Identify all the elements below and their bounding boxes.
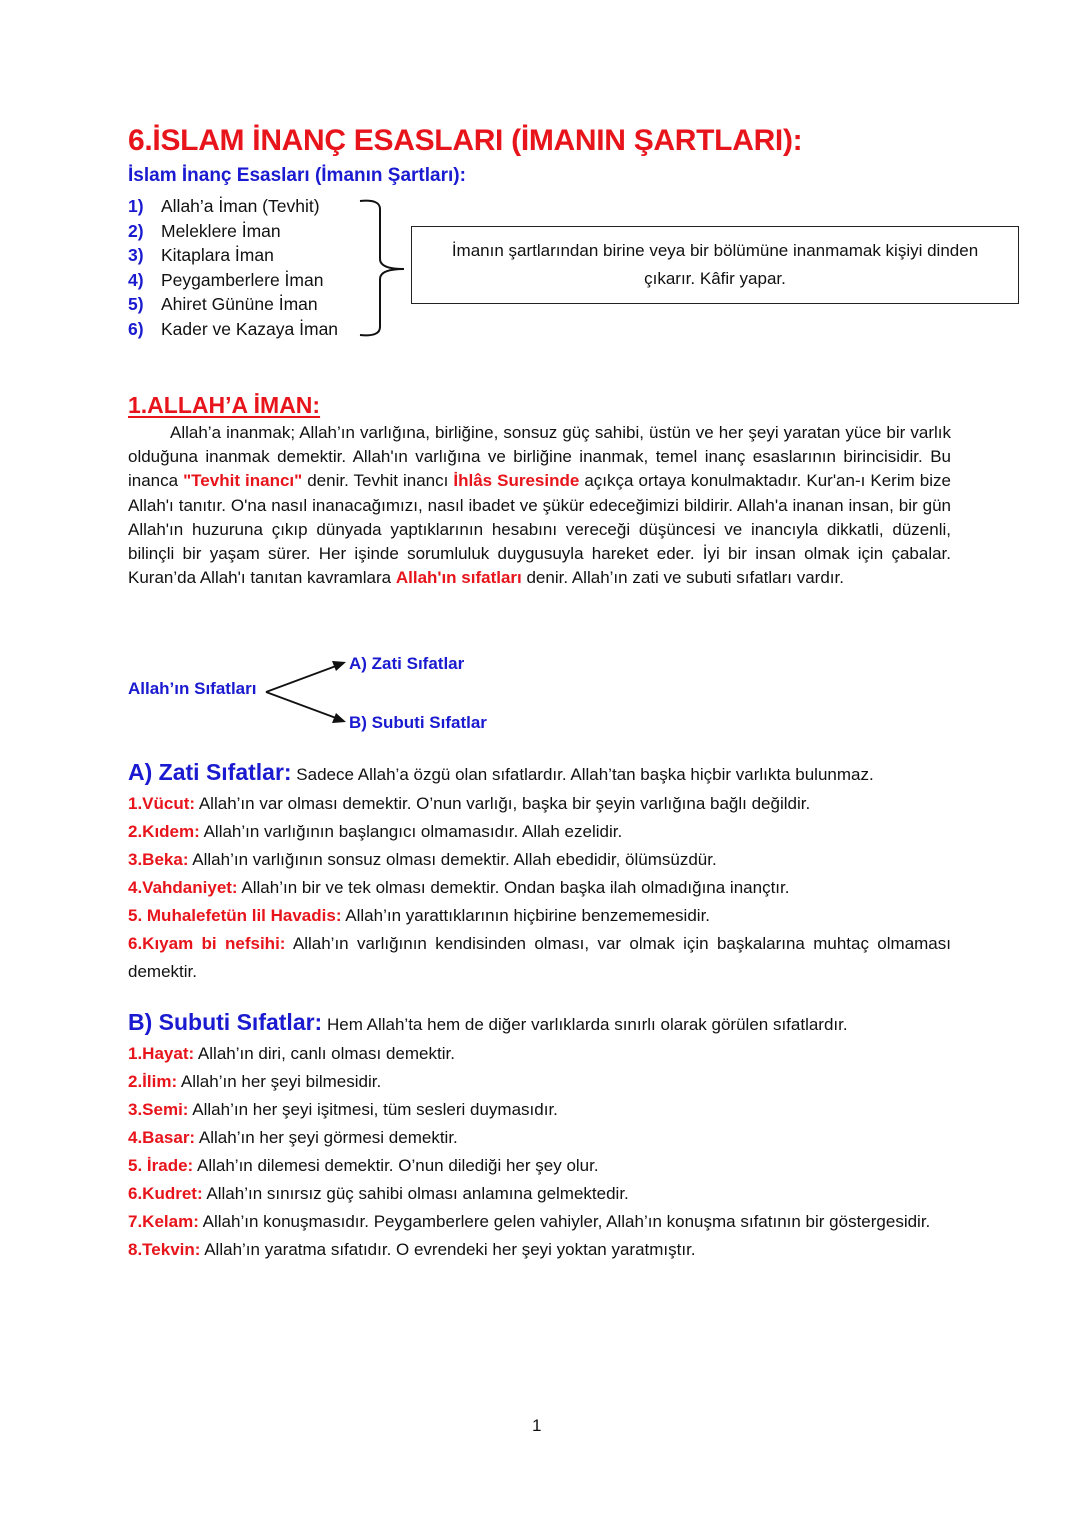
list-item (128, 874, 951, 902)
section-body-paragraph (128, 421, 951, 590)
item-text: Allah’ın yaratma sıfatıdır. O evrendeki her şeyi yoktan yaratmıştır. (200, 1240, 696, 1259)
warning-note-box (411, 226, 1019, 304)
item-text: Allah’ın her şeyi bilmesidir. (177, 1072, 382, 1091)
item-label: 5. Muhalefetün lil Havadis: (128, 906, 342, 925)
item-label: 4.Vahdaniyet: (128, 878, 238, 897)
list-text: Meleklere İman (161, 220, 281, 241)
list-item (128, 846, 951, 874)
subuti-heading: B) Subuti Sıfatlar: (128, 1009, 323, 1035)
zati-description: Sadece Allah’a özgü olan sıfatlardır. Allah’tan başka hiçbir varlıkta bulunmaz. (291, 765, 874, 784)
list-number: 1) (128, 196, 144, 216)
list-item (128, 1096, 951, 1124)
page-title: 6.İSLAM İNANÇ ESASLARI (İMANIN ŞARTLARI): (128, 124, 803, 157)
list-item (128, 818, 951, 846)
sifatlar-diagram (128, 650, 548, 740)
item-label: 6.Kıyam bi nefsihi: (128, 934, 286, 953)
list-number: 6) (128, 318, 144, 339)
item-text: Allah’ın varlığının sonsuz olması demektir. Allah ebedidir, ölümsüzdür. (188, 850, 717, 869)
item-label: 3.Beka: (128, 850, 189, 869)
list-text: Kader ve Kazaya İman (161, 318, 339, 339)
list-item (128, 194, 338, 219)
paragraph-text: açıkça ortaya konulmaktadır. Kur'an-ı Kerim bize Allah'ı tanıtır. O'na nasıl inanacağımızı, nasıl ibadet ve şükür edeceğimizi bildirir. Allah'a inanan insan, bir gün Allah'ın huzuruna çıkıp dünyada yaptıklarının hesabını vereceği düşüncesi ve inancıyla dikkatli, düzenli, bilinçli bir yaşam sürer. Her işinde sorumluluk duygusuyla hareket eder. İyi bir insan olmak için çabalar. Kuran’da Allah'ı tanıtan kavramlara (128, 471, 951, 588)
list-item (128, 790, 951, 818)
item-text: Allah’ın diri, canlı olması demektir. (194, 1044, 455, 1063)
zati-heading: A) Zati Sıfatlar: (128, 759, 292, 785)
list-text: Kitaplara İman (161, 245, 274, 265)
item-label: 1.Vücut: (128, 794, 196, 813)
subuti-heading-row (128, 1009, 951, 1036)
highlight-ihlas: İhlâs Suresinde (453, 471, 580, 491)
item-label: 4.Basar: (128, 1128, 196, 1147)
item-label: 2.Kıdem: (128, 822, 200, 841)
zati-heading-row (128, 759, 951, 786)
item-text: Allah’ın var olması demektir. O’nun varlığı, başka bir şeyin varlığına bağlı değildir. (195, 794, 811, 813)
item-label: 2.İlim: (128, 1072, 178, 1091)
list-number: 5) (128, 294, 144, 314)
note-line-2: çıkarır. Kâfir yapar. (644, 269, 786, 288)
page-number: 1 (532, 1416, 542, 1435)
paragraph-text: Allah’a inanmak; Allah’ın varlığına, birliğine, sonsuz güç sahibi, üstün ve her şeyi yaratan yüce bir varlık olduğuna inanmak demektir. Allah'ın varlığına ve birliğine inanmak, temel inanç esaslarının birincisidir. Bu inanca (128, 423, 951, 491)
subuti-description: Hem Allah’ta hem de diğer varlıklarda sınırlı olarak görülen sıfatlardır. (322, 1015, 848, 1034)
list-item (128, 317, 338, 342)
list-item (128, 1208, 951, 1236)
paragraph-text: denir. Allah’ın zati ve subuti sıfatları vardır. (521, 568, 844, 588)
item-text: Allah’ın her şeyi görmesi demektir. (195, 1128, 458, 1147)
list-item (128, 292, 338, 317)
list-item (128, 243, 338, 268)
item-text: Allah’ın konuşmasıdır. Peygamberlere gelen vahiyler, Allah’ın konuşma sıfatının bir göstergesidir. (198, 1212, 931, 1231)
item-text: Allah’ın bir ve tek olması demektir. Ondan başka ilah olmadığına inançtır. (237, 878, 790, 897)
diagram-branch-zati: A) Zati Sıfatlar (349, 654, 465, 673)
list-text: Ahiret Gününe İman (161, 294, 318, 314)
item-text: Allah’ın her şeyi işitmesi, tüm sesleri duymasıdır. (188, 1100, 558, 1119)
highlight-sifatlar: Allah'ın sıfatları (395, 568, 522, 588)
branch-arrows-icon (264, 658, 354, 726)
section-subtitle: İslam İnanç Esasları (İmanın Şartları): (128, 165, 466, 186)
list-number: 2) (128, 220, 144, 241)
subuti-list (128, 1040, 951, 1264)
list-item (128, 930, 951, 986)
item-text: Allah’ın dilemesi demektir. O’nun dilediği her şey olur. (193, 1156, 599, 1175)
zati-list (128, 790, 951, 986)
item-label: 5. İrade: (128, 1156, 194, 1175)
item-label: 8.Tekvin: (128, 1240, 201, 1259)
iman-pillars-list (128, 194, 338, 341)
list-item (128, 1068, 951, 1096)
item-label: 1.Hayat: (128, 1044, 195, 1063)
curly-brace-icon (358, 197, 408, 339)
list-text: Peygamberlere İman (161, 269, 324, 290)
note-line-1: İmanın şartlarından birine veya bir bölümüne inanmamak kişiyi dinden (451, 241, 979, 260)
item-text: Allah’ın yarattıklarının hiçbirine benzememesidir. (341, 906, 711, 925)
diagram-root: Allah’ın Sıfatları (128, 679, 257, 698)
list-item (128, 268, 338, 293)
item-text: Allah’ın varlığının kendisinden olması, var olmak için başkalarına muhtaç olmaması demektir. (128, 934, 951, 981)
list-text: Allah’a İman (Tevhit) (161, 196, 320, 216)
item-label: 6.Kudret: (128, 1184, 203, 1203)
diagram-branch-subuti: B) Subuti Sıfatlar (349, 713, 487, 732)
list-number: 4) (128, 269, 144, 290)
item-text: Allah’ın sınırsız güç sahibi olması anlamına gelmektedir. (202, 1184, 629, 1203)
item-text: Allah’ın varlığının başlangıcı olmamasıdır. Allah ezelidir. (199, 822, 623, 841)
highlight-tevhit: "Tevhit inancı" (183, 471, 303, 491)
paragraph-text: denir. Tevhit inancı (302, 471, 454, 491)
item-label: 7.Kelam: (128, 1212, 199, 1231)
list-item (128, 902, 951, 930)
list-number: 3) (128, 245, 144, 265)
section-heading-allah-iman: 1.ALLAH’A İMAN: (128, 392, 321, 418)
list-item (128, 1152, 951, 1180)
list-item (128, 1180, 951, 1208)
list-item (128, 1236, 951, 1264)
list-item (128, 219, 338, 244)
item-label: 3.Semi: (128, 1100, 189, 1119)
list-item (128, 1124, 951, 1152)
list-item (128, 1040, 951, 1068)
